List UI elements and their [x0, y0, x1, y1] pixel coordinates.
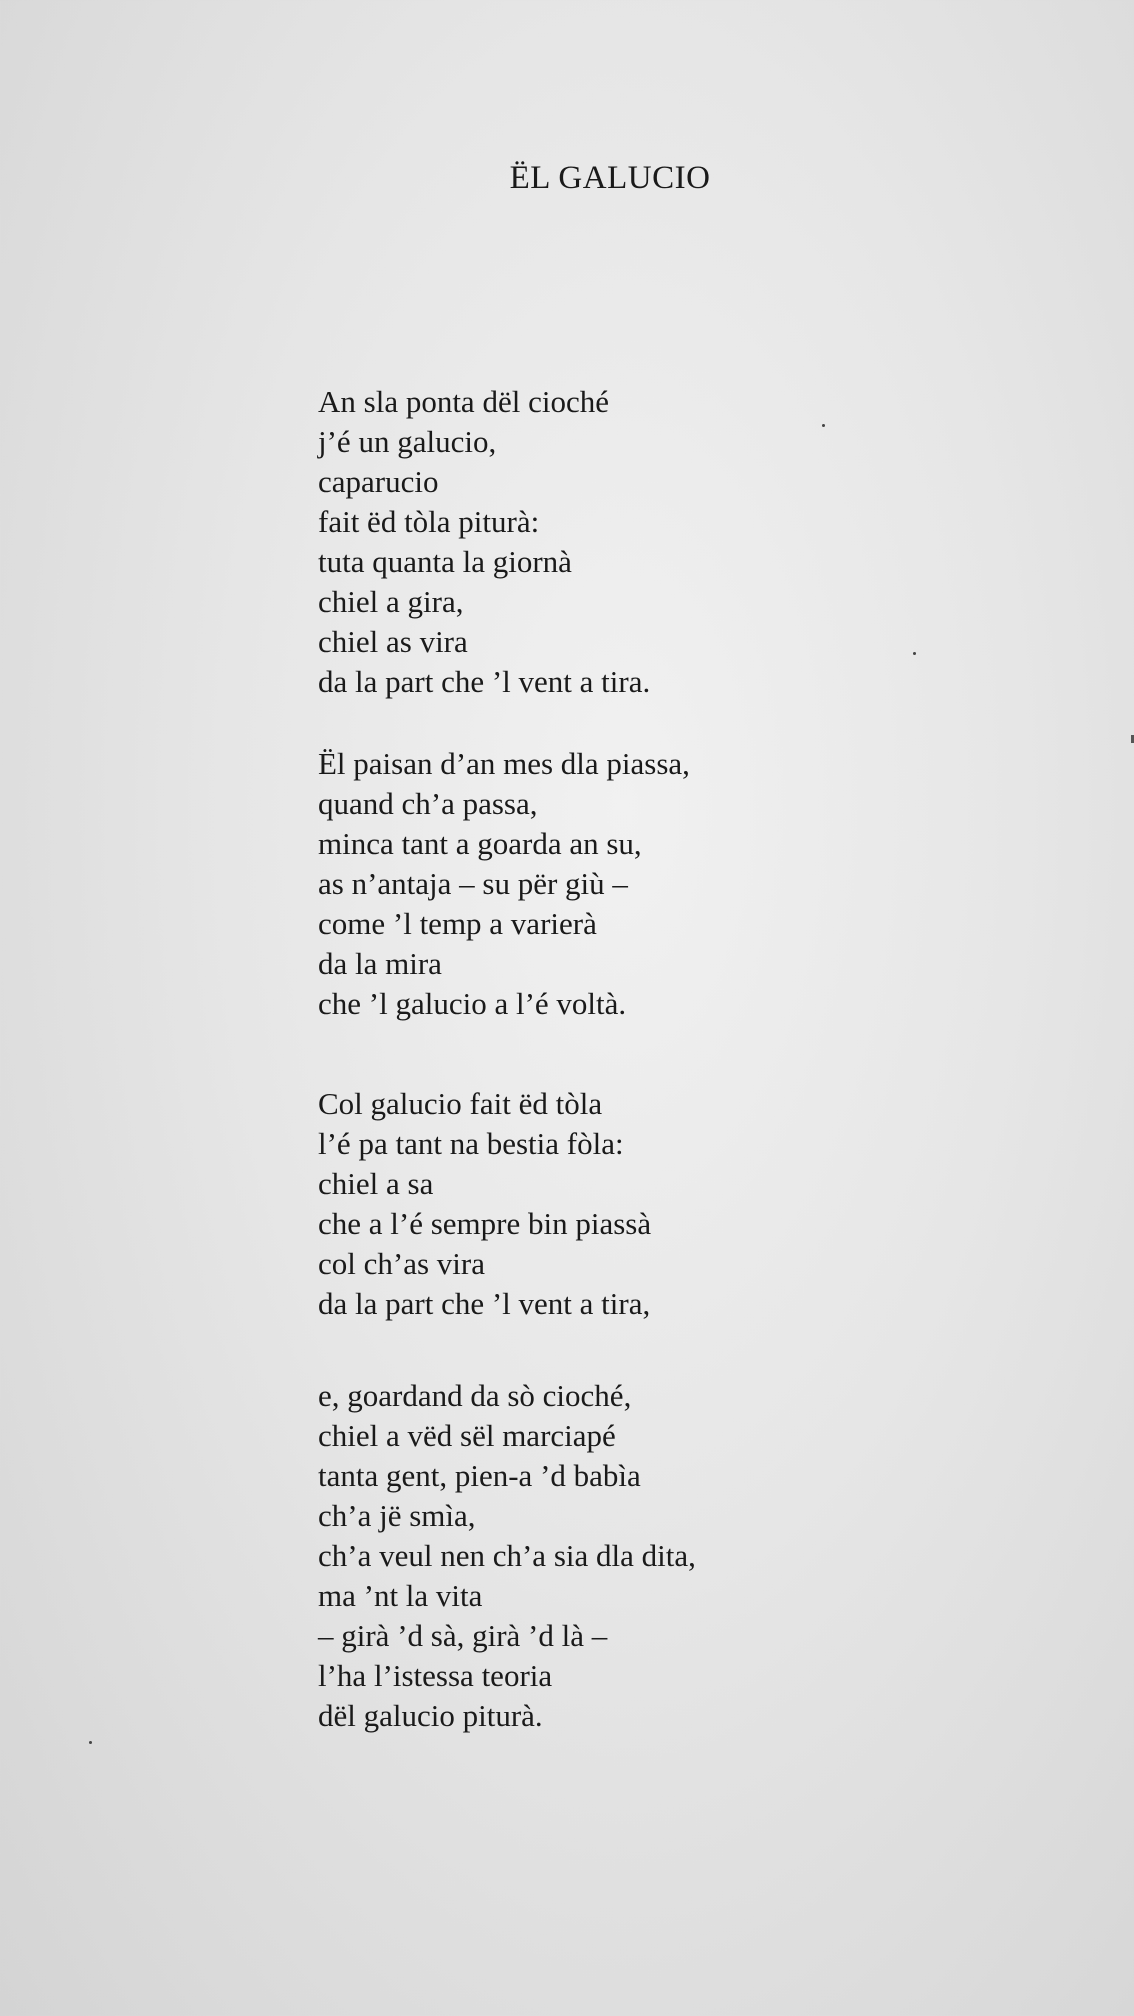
- stanza-1: [318, 382, 650, 702]
- poem-line: col ch’as vira: [318, 1246, 485, 1281]
- poem-line: l’é pa tant na bestia fòla:: [318, 1126, 624, 1161]
- paper-speck: [913, 652, 916, 655]
- poem-line: che a l’é sempre bin piassà: [318, 1206, 652, 1241]
- poem-line: minca tant a goarda an su,: [318, 826, 642, 861]
- poem-line: chiel a vëd sël marciapé: [318, 1418, 616, 1453]
- poem-line: quand ch’a passa,: [318, 786, 538, 821]
- poem-line: tuta quanta la giornà: [318, 544, 572, 579]
- poem-line: dël galucio piturà.: [318, 1698, 543, 1733]
- poem-line: da la part che ’l vent a tira.: [318, 664, 651, 699]
- stanza-3: [318, 1084, 651, 1324]
- poem-line: fait ëd tòla piturà:: [318, 504, 540, 539]
- poem-line: da la part che ’l vent a tira,: [318, 1286, 651, 1321]
- poem-line: chiel a gira,: [318, 584, 464, 619]
- poem-line: e, goardand da sò cioché,: [318, 1378, 632, 1413]
- poem-line: da la mira: [318, 946, 442, 981]
- poem-line: chiel as vira: [318, 624, 468, 659]
- poem-line: come ’l temp a varierà: [318, 906, 597, 941]
- paper-speck: [89, 1741, 92, 1744]
- poem-line: chiel a sa: [318, 1166, 434, 1201]
- stanza-2: [318, 744, 690, 1024]
- poem-line: Col galucio fait ëd tòla: [318, 1086, 603, 1121]
- poem-line: ma ’nt la vita: [318, 1578, 483, 1613]
- poem-line: An sla ponta dël cioché: [318, 384, 609, 419]
- paper-speck: [822, 424, 825, 427]
- poem-line: l’ha l’istessa teoria: [318, 1658, 553, 1693]
- poem-line: as n’antaja – su për giù –: [318, 866, 628, 901]
- poem-line: ch’a jë smìa,: [318, 1498, 476, 1533]
- poem-line: – girà ’d sà, girà ’d là –: [318, 1618, 608, 1653]
- stanza-4: [318, 1376, 696, 1736]
- poem-line: Ël paisan d’an mes dla piassa,: [318, 746, 690, 781]
- poem-line: j’é un galucio,: [318, 424, 497, 459]
- poem-title: ËL GALUCIO: [509, 160, 711, 196]
- poem-line: ch’a veul nen ch’a sia dla dita,: [318, 1538, 696, 1573]
- poem-line: tanta gent, pien-a ’d babìa: [318, 1458, 641, 1493]
- poem-line: che ’l galucio a l’é voltà.: [318, 986, 627, 1021]
- poem-line: caparucio: [318, 464, 439, 499]
